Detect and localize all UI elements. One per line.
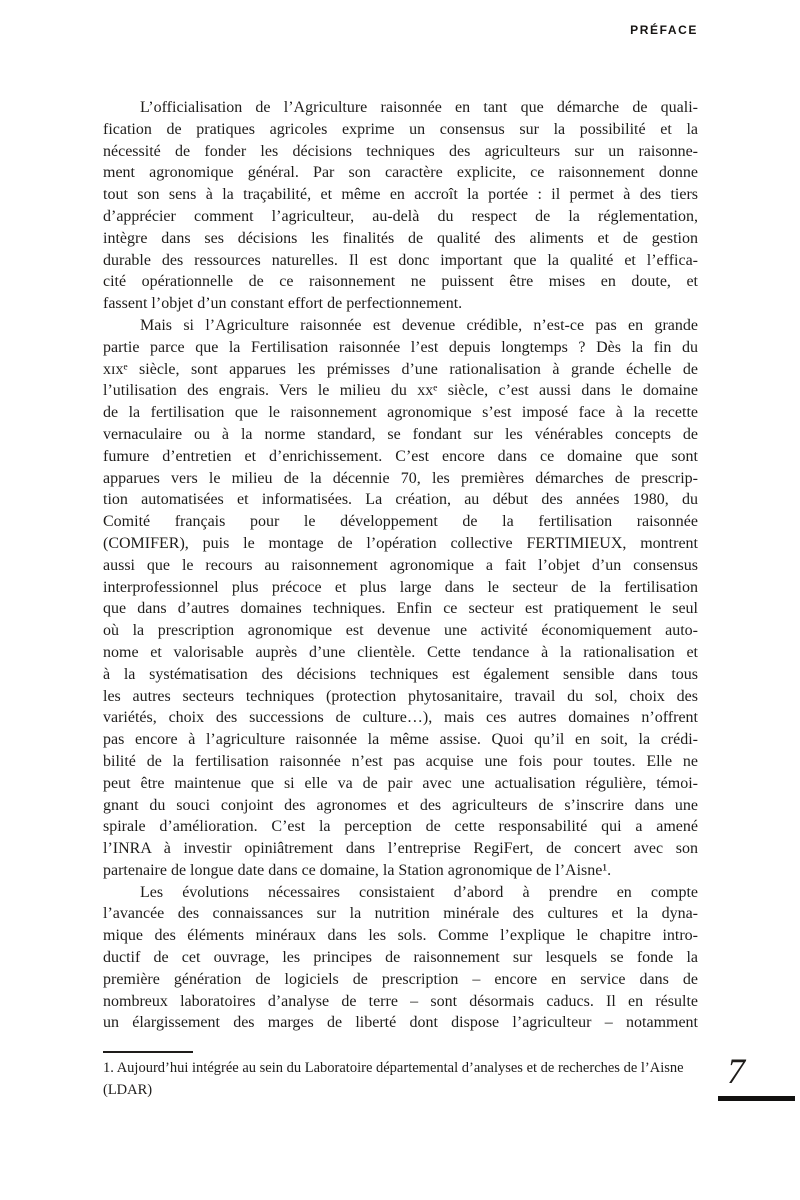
text-line: peut être maintenue que si elle va de pair avec une actualisation régulière, témoi- [103,774,698,792]
text-line: intègre dans ses décisions les finalités de qualité des aliments et de gestion [103,229,698,247]
text-line: durable des ressources naturelles. Il est donc important que la qualité et l’effica- [103,251,698,269]
text-line: les autres secteurs techniques (protection phytosanitaire, travail du sol, choix des [103,687,698,705]
text-line: ment agronomique général. Par son caractère explicite, ce raisonnement donne [103,164,698,182]
text-line: cité opérationnelle de ce raisonnement ne puissent être mises en doute, et [103,273,698,291]
text-line: pas encore à l’agriculture raisonnée la même assise. Quoi qu’il en soit, la crédi- [103,731,698,749]
text-line: l’avancée des connaissances sur la nutrition minérale des cultures et la dyna- [103,905,698,923]
text-line: apparues vers le milieu de la décennie 70, les premières démarches de prescrip- [103,469,698,487]
text-line: nome et valorisable auprès d’une clientèle. Cette tendance à la rationalisation et [103,643,698,661]
text-line: nécessité de fonder les décisions techniques des agriculteurs sur un raisonne- [103,142,698,160]
text-line: aussi que le recours au raisonnement agronomique a fait l’objet d’un consensus [103,556,698,574]
text-line: un élargissement des marges de liberté dont dispose l’agriculteur – notamment [103,1014,698,1032]
running-header: PRÉFACE [630,23,698,37]
text-line: tout son sens à la traçabilité, et même en accroît la portée : il permet à des tiers [103,186,698,204]
text-line: première génération de logiciels de prescription – encore en service dans de [103,970,698,988]
text-line: l’INRA à investir opiniâtrement dans l’entreprise RegiFert, de concert avec son [103,840,698,858]
text-line: tion automatisées et informatisées. La création, au début des années 1980, du [103,491,698,509]
footnote-line-2: (LDAR) [103,1082,153,1098]
text-line: d’apprécier comment l’agriculteur, au-delà du respect de la réglementation, [103,207,698,225]
text-line: L’officialisation de l’Agriculture raisonnée en tant que démarche de quali- [140,99,698,116]
text-line: ductif de cet ouvrage, les principes de raisonnement sur lesquels se fonde la [103,949,698,967]
text-line: partie parce que la Fertilisation raisonnée l’est depuis longtemps ? Dès la fin du [103,338,698,356]
text-line: variétés, choix des successions de culture…), mais ces autres domaines n’offrent [103,709,698,727]
text-line: fication de pratiques agricoles exprime un consensus sur la possibilité et la [103,120,698,138]
text-line: Mais si l’Agriculture raisonnée est devenue crédible, n’est-ce pas en grande [140,316,698,334]
page-number: 7 [727,1051,745,1091]
text-line: interprofessionnel plus précoce et plus large dans le secteur de la fertilisation [103,578,698,596]
text-line: partenaire de longue date dans ce domaine, la Station agronomique de l’Aisne¹. [103,861,612,879]
text-line: gnant du souci conjoint des agronomes et des agriculteurs de s’inscrire dans une [103,796,698,814]
text-line: (COMIFER), puis le montage de l’opération collective FERTIMIEUX, montrent [103,534,698,552]
text-line: xɪxᵉ siècle, sont apparues les prémisses d’une rationalisation à grande échelle de [103,360,698,378]
text-line: Les évolutions nécessaires consistaient d’abord à prendre en compte [140,883,698,901]
text-line: que dans d’autres domaines techniques. Enfin ce secteur est pratiquement le seul [103,600,698,618]
body-text [103,97,698,1034]
text-line: nombreux laboratoires d’analyse de terre – sont désormais caducs. Il en résulte [103,992,698,1010]
text-line: à la systématisation des décisions techniques est également sensible dans tous [103,665,698,683]
text-line: fassent l’objet d’un constant effort de perfectionnement. [103,295,463,313]
text-line: mique des éléments minéraux dans les sols. Comme l’explique le chapitre intro- [103,927,698,945]
text-line: fumure d’entretien et d’enrichissement. C’est encore dans ce domaine que sont [103,447,698,465]
text-line: spirale d’amélioration. C’est la perception de cette responsabilité qui a amené [103,818,698,836]
page-number-bar [718,1096,795,1101]
text-line: vernaculaire ou à la norme standard, se fondant sur les vénérables concepts de [103,425,698,443]
text-line: où la prescription agronomique est devenue une activité économiquement auto- [103,622,698,640]
text-line: l’utilisation des engrais. Vers le milieu du xxᵉ siècle, c’est aussi dans le domaine [103,382,698,400]
footnote-rule [103,1051,193,1053]
footnote [103,1057,703,1101]
footnote-line-1: 1. Aujourd’hui intégrée au sein du Laboratoire départemental d’analyses et de recherches de l’Aisne [103,1060,684,1076]
text-line: de la fertilisation que le raisonnement agronomique s’est imposé face à la recette [103,404,698,422]
text-line: Comité français pour le développement de la fertilisation raisonnée [103,513,698,531]
text-line: bilité de la fertilisation raisonnée n’est pas acquise une fois pour toutes. Elle ne [103,752,698,770]
